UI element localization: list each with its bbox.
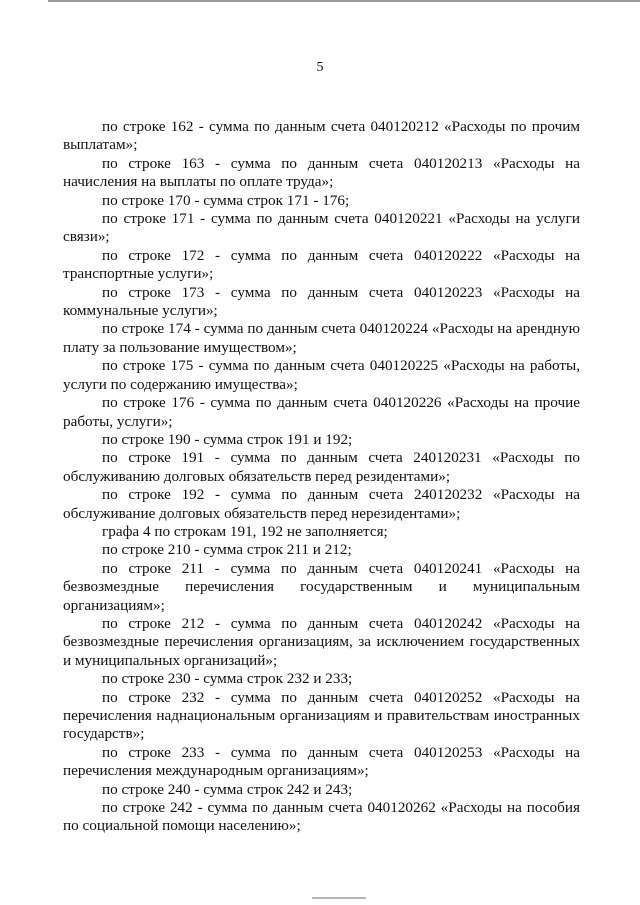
paragraph-line-170: по строке 170 - сумма строк 171 - 176;: [102, 191, 350, 209]
document-body: [63, 118, 580, 836]
paragraph-line-171: по строке 171 - сумма по данным счета 040120221 «Расходы на услуги связи»;: [63, 210, 580, 246]
paragraph-line-190: по строке 190 - сумма строк 191 и 192;: [102, 430, 353, 448]
paragraph-line-172: по строке 172 - сумма по данным счета 040120222 «Расходы на транспортные услуги»;: [63, 246, 580, 283]
paragraph-line-191: по строке 191 - сумма по данным счета 240120231 «Расходы по обслуживанию долговых обязательств перед резидентами»;: [63, 449, 580, 485]
paragraph-line-212: по строке 212 - сумма по данным счета 040120242 «Расходы на безвозмездные перечисления организациям, за исключением государственных и муниципальных организаций»;: [63, 614, 580, 669]
paragraph-line-240: по строке 240 - сумма строк 242 и 243;: [102, 780, 353, 798]
paragraph-line-163: по строке 163 - сумма по данным счета 040120213 «Расходы на начисления на выплаты по оплате труда»;: [63, 154, 580, 191]
page-bottom-mark: [312, 897, 366, 899]
paragraph-line-211: по строке 211 - сумма по данным счета 040120241 «Расходы на безвозмездные перечисления государственным и муниципальным организациям»;: [63, 559, 580, 614]
paragraph-line-173: по строке 173 - сумма по данным счета 040120223 «Расходы на коммунальные услуги»;: [63, 283, 580, 320]
page-top-edge: [48, 0, 640, 2]
paragraph-line-192: по строке 192 - сумма по данным счета 240120232 «Расходы на обслуживание долговых обязательств перед нерезидентами»;: [63, 486, 580, 522]
paragraph-line-210: по строке 210 - сумма строк 211 и 212;: [102, 541, 352, 559]
paragraph-column-4-note: графа 4 по строкам 191, 192 не заполняется;: [102, 522, 388, 540]
page-number: 5: [316, 60, 324, 75]
paragraph-line-176: по строке 176 - сумма по данным счета 040120226 «Расходы на прочие работы, услуги»;: [63, 394, 580, 430]
paragraph-line-242: по строке 242 - сумма по данным счета 040120262 «Расходы на пособия по социальной помощи населению»;: [63, 799, 580, 835]
paragraph-line-175: по строке 175 - сумма по данным счета 040120225 «Расходы на работы, услуги по содержанию имущества»;: [63, 357, 580, 393]
paragraph-line-174: по строке 174 - сумма по данным счета 040120224 «Расходы на арендную плату за пользование имуществом»;: [63, 320, 580, 356]
paragraph-line-230: по строке 230 - сумма строк 232 и 233;: [102, 670, 353, 688]
paragraph-line-232: по строке 232 - сумма по данным счета 040120252 «Расходы на перечисления наднациональным организациям и правительствам иностранных государств»;: [63, 688, 580, 743]
paragraph-line-233: по строке 233 - сумма по данным счета 040120253 «Расходы на перечисления международным организациям»;: [63, 743, 580, 780]
paragraph-line-162: по строке 162 - сумма по данным счета 040120212 «Расходы по прочим выплатам»;: [63, 118, 580, 154]
